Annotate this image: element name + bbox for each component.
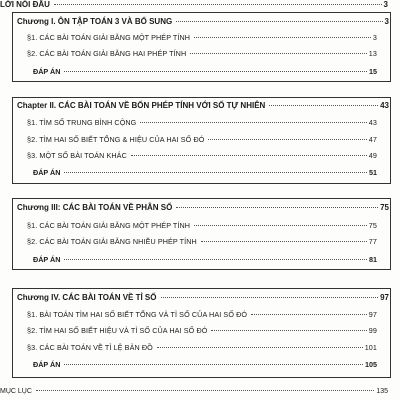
dotted-leader xyxy=(176,207,378,208)
section-page: 99 xyxy=(368,326,377,335)
section-page: 43 xyxy=(368,118,377,127)
section-page: 3 xyxy=(372,33,377,42)
chapter-3-answer xyxy=(33,255,377,265)
chapter-1-answer xyxy=(33,67,377,77)
dotted-leader xyxy=(64,259,367,260)
section-label: §1. TÌM SỐ TRUNG BÌNH CỘNG xyxy=(27,118,137,127)
answer-page: 105 xyxy=(365,360,377,369)
chapter-title: Chương I. ÔN TẬP TOÁN 3 VÀ BỔ SUNG xyxy=(17,17,173,26)
toc-outro-line xyxy=(0,387,388,397)
chapter-4-section-2 xyxy=(27,326,377,336)
section-page: 75 xyxy=(368,221,377,230)
dotted-leader xyxy=(190,53,367,54)
section-page: 77 xyxy=(368,237,377,246)
section-label: §1. CÁC BÀI TOÁN GIẢI BẰNG MỘT PHÉP TÍNH xyxy=(27,33,191,42)
chapter-title: Chương IV. CÁC BÀI TOÁN VỀ TỈ SỐ xyxy=(17,293,157,302)
dotted-leader xyxy=(176,21,382,22)
dotted-leader xyxy=(131,155,367,156)
dotted-leader xyxy=(54,4,382,5)
section-page: 101 xyxy=(364,343,377,352)
dotted-leader xyxy=(211,330,366,331)
section-page: 47 xyxy=(368,135,377,144)
chapter-2-section-1 xyxy=(27,118,377,128)
chapter-3-section-1 xyxy=(27,221,377,231)
chapter-2-section-3 xyxy=(27,151,377,161)
toc-intro-label: LỜI NÓI ĐẦU xyxy=(0,0,50,9)
dotted-leader xyxy=(64,172,367,173)
section-label: §3. MỘT SỐ BÀI TOÁN KHÁC xyxy=(27,151,127,160)
chapter-title: Chương III: CÁC BÀI TOÁN VỀ PHÂN SỐ xyxy=(17,203,173,212)
dotted-leader xyxy=(161,297,379,298)
chapter-page: 43 xyxy=(380,101,389,110)
dotted-leader xyxy=(157,347,363,348)
dotted-leader xyxy=(36,390,374,391)
dotted-leader xyxy=(251,314,367,315)
section-label: §2. TÌM HAI SỐ BIẾT TỔNG & HIỆU CỦA HAI SỐ ĐÓ xyxy=(27,135,205,144)
chapter-page: 75 xyxy=(380,203,389,212)
chapter-1-section-1 xyxy=(27,33,377,43)
section-page: 97 xyxy=(368,310,377,319)
answer-label: ĐÁP ÁN xyxy=(33,255,61,264)
section-label: §2. TÌM HAI SỐ BIẾT HIỆU VÀ TỈ SỐ CỦA HAI SỐ ĐÓ xyxy=(27,326,208,335)
chapter-4-section-1 xyxy=(27,310,377,320)
dotted-leader xyxy=(269,105,378,106)
section-page: 49 xyxy=(368,151,377,160)
chapter-1-title-line xyxy=(17,17,389,27)
dotted-leader xyxy=(201,241,367,242)
chapter-3-title-line xyxy=(17,203,389,213)
chapter-2-title-line xyxy=(17,101,389,111)
dotted-leader xyxy=(194,225,367,226)
chapter-1-section-2 xyxy=(27,49,377,59)
chapter-2-answer xyxy=(33,168,377,178)
toc-intro-line xyxy=(0,0,388,10)
chapter-3-section-2 xyxy=(27,237,377,247)
section-label: §1. CÁC BÀI TOÁN GIẢI BẰNG MỘT PHÉP TÍNH xyxy=(27,221,191,230)
toc-intro-page: 3 xyxy=(383,0,388,9)
dotted-leader xyxy=(140,122,366,123)
chapter-4-answer xyxy=(33,360,377,370)
dotted-leader xyxy=(64,71,367,72)
answer-page: 81 xyxy=(369,255,377,264)
answer-label: ĐÁP ÁN xyxy=(33,67,61,76)
dotted-leader xyxy=(208,139,366,140)
chapter-page: 3 xyxy=(384,17,389,26)
chapter-4-section-3 xyxy=(27,343,377,353)
toc-outro-page: 135 xyxy=(376,388,388,395)
answer-page: 51 xyxy=(369,168,377,177)
section-label: §2. CÁC BÀI TOÁN GIẢI BẰNG HAI PHÉP TÍNH xyxy=(27,49,187,58)
answer-label: ĐÁP ÁN xyxy=(33,360,61,369)
answer-label: ĐÁP ÁN xyxy=(33,168,61,177)
chapter-2-section-2 xyxy=(27,135,377,145)
section-page: 13 xyxy=(368,49,377,58)
answer-page: 15 xyxy=(369,67,377,76)
chapter-title: Chapter II. CÁC BÀI TOÁN VỀ BỐN PHÉP TÍNH VỚI SỐ TỰ NHIÊN xyxy=(17,101,266,110)
dotted-leader xyxy=(194,37,371,38)
dotted-leader xyxy=(64,364,363,365)
section-label: §3. CÁC BÀI TOÁN VỀ TỈ LỆ BẢN ĐỒ xyxy=(27,343,153,352)
toc-outro-label: MỤC LỤC xyxy=(0,388,32,395)
chapter-page: 97 xyxy=(380,293,389,302)
chapter-4-title-line xyxy=(17,293,389,303)
section-label: §2. CÁC BÀI TOÁN GIẢI BẰNG NHIỀU PHÉP TÍNH xyxy=(27,237,197,246)
section-label: §1. BÀI TOÁN TÌM HAI SỐ BIẾT TỔNG VÀ TỈ SỐ CỦA HAI SỐ ĐÓ xyxy=(27,310,248,319)
